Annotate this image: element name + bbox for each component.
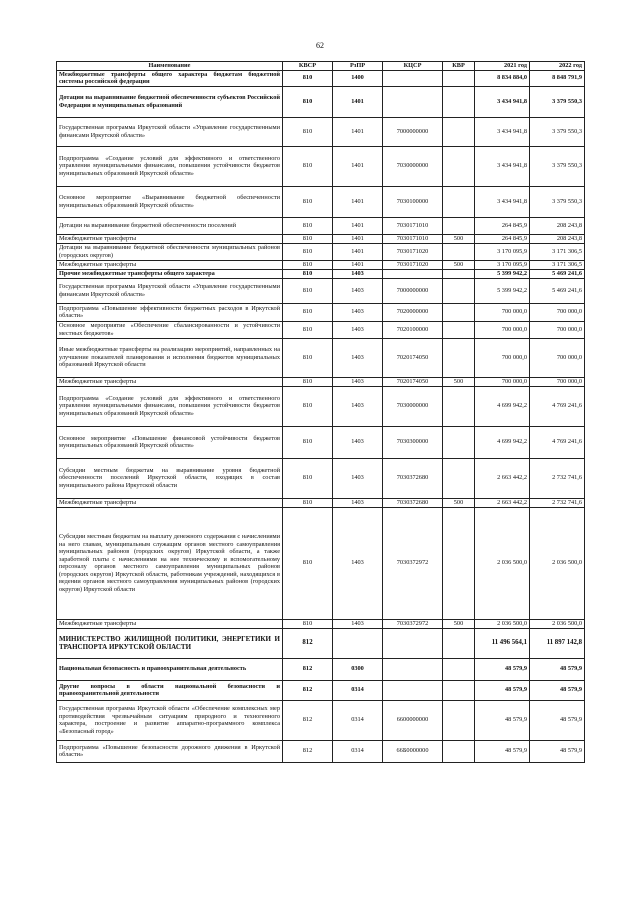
cell-2021: 3 434 941,8: [475, 146, 530, 186]
cell-name: Межбюджетные трансферты: [57, 377, 283, 386]
header-name: Наименование: [57, 62, 283, 71]
table-row: [57, 338, 585, 377]
cell-kvr: [443, 507, 475, 619]
cell-2022: 208 243,8: [530, 234, 585, 243]
cell-kvr: [443, 426, 475, 458]
table-header-row: [57, 62, 585, 71]
cell-2021: 700 000,0: [475, 303, 530, 321]
cell-kvsr: 810: [283, 70, 333, 86]
table-row: [57, 321, 585, 338]
cell-kcsr: 7020174050: [383, 338, 443, 377]
cell-rzpr: 1401: [333, 260, 383, 269]
table-row: [57, 278, 585, 303]
table-row: [57, 628, 585, 658]
cell-kvr: [443, 70, 475, 86]
cell-2022: 2 732 741,6: [530, 458, 585, 498]
cell-name: Подпрограмма «Повышение эффективности бюджетных расходов в Иркутской области»: [57, 303, 283, 321]
cell-kvr: 500: [443, 260, 475, 269]
header-kcsr: КЦСР: [383, 62, 443, 71]
table-row: [57, 658, 585, 680]
cell-kvr: [443, 338, 475, 377]
cell-kvsr: 812: [283, 740, 333, 762]
table-row: [57, 117, 585, 146]
cell-2021: 4 699 942,2: [475, 426, 530, 458]
cell-kcsr: 7030171020: [383, 243, 443, 260]
cell-kvsr: 810: [283, 619, 333, 628]
cell-2021: 2 663 442,2: [475, 498, 530, 507]
cell-kvsr: 810: [283, 426, 333, 458]
cell-kcsr: 7030171010: [383, 217, 443, 234]
cell-2022: 3 379 550,3: [530, 186, 585, 217]
cell-2022: 3 379 550,3: [530, 146, 585, 186]
page-number: 62: [316, 41, 324, 50]
cell-kcsr: 7030171020: [383, 260, 443, 269]
cell-kvsr: 810: [283, 260, 333, 269]
table-row: [57, 386, 585, 426]
header-kvr: КВР: [443, 62, 475, 71]
table-row: [57, 377, 585, 386]
cell-2022: 700 000,0: [530, 303, 585, 321]
cell-kvr: 500: [443, 498, 475, 507]
table-row: [57, 146, 585, 186]
cell-kvsr: 810: [283, 507, 333, 619]
table-row: [57, 186, 585, 217]
table-row: [57, 740, 585, 762]
cell-2021: 4 699 942,2: [475, 386, 530, 426]
cell-kvsr: 810: [283, 321, 333, 338]
cell-name: Национальная безопасность и правоохранительная деятельность: [57, 658, 283, 680]
cell-rzpr: 1401: [333, 234, 383, 243]
cell-kvr: [443, 458, 475, 498]
cell-kvsr: 812: [283, 628, 333, 658]
cell-kcsr: [383, 86, 443, 117]
cell-2021: 3 170 095,9: [475, 260, 530, 269]
cell-kvr: [443, 269, 475, 278]
cell-2021: 3 434 941,8: [475, 186, 530, 217]
cell-kcsr: 7030000000: [383, 386, 443, 426]
cell-kcsr: 7020000000: [383, 303, 443, 321]
cell-rzpr: 0314: [333, 740, 383, 762]
cell-name: Прочие межбюджетные трансферты общего характера: [57, 269, 283, 278]
cell-2021: 2 036 500,0: [475, 507, 530, 619]
cell-rzpr: 1401: [333, 217, 383, 234]
cell-rzpr: 0300: [333, 658, 383, 680]
cell-kcsr: 7030372972: [383, 507, 443, 619]
cell-2021: 48 579,9: [475, 680, 530, 700]
cell-rzpr: [333, 628, 383, 658]
table-row: [57, 507, 585, 619]
cell-kcsr: [383, 628, 443, 658]
table-row: [57, 260, 585, 269]
cell-name: Межбюджетные трансферты: [57, 260, 283, 269]
cell-kvsr: 810: [283, 303, 333, 321]
cell-kcsr: [383, 269, 443, 278]
cell-kvsr: 810: [283, 377, 333, 386]
cell-kvsr: 810: [283, 117, 333, 146]
cell-kvr: [443, 117, 475, 146]
cell-2022: 3 379 550,3: [530, 117, 585, 146]
cell-name: Дотации на выравнивание бюджетной обеспеченности поселений: [57, 217, 283, 234]
cell-kcsr: 7030372680: [383, 458, 443, 498]
cell-kcsr: 7000000000: [383, 117, 443, 146]
cell-2021: 2 036 500,0: [475, 619, 530, 628]
cell-name: Основное мероприятие «Повышение финансовой устойчивости бюджетов муниципальных образований Иркутской области»: [57, 426, 283, 458]
cell-2022: 8 848 791,9: [530, 70, 585, 86]
cell-2022: 2 036 500,0: [530, 619, 585, 628]
cell-kvr: [443, 86, 475, 117]
cell-name: Межбюджетные трансферты общего характера бюджетам бюджетной системы российской федерации: [57, 70, 283, 86]
cell-kcsr: 7030100000: [383, 186, 443, 217]
cell-2022: 48 579,9: [530, 740, 585, 762]
cell-name: Подпрограмма «Повышение безопасности дорожного движения в Иркутской области»: [57, 740, 283, 762]
cell-kvr: 500: [443, 377, 475, 386]
cell-2022: 208 243,8: [530, 217, 585, 234]
cell-kvsr: 810: [283, 217, 333, 234]
cell-kvr: [443, 628, 475, 658]
cell-2021: 3 434 941,8: [475, 86, 530, 117]
cell-kvsr: 810: [283, 243, 333, 260]
cell-kvr: [443, 700, 475, 740]
cell-kvsr: 810: [283, 234, 333, 243]
cell-kvr: [443, 321, 475, 338]
cell-rzpr: 1401: [333, 186, 383, 217]
cell-rzpr: 1403: [333, 507, 383, 619]
cell-name: МИНИСТЕРСТВО ЖИЛИЩНОЙ ПОЛИТИКИ, ЭНЕРГЕТИКИ И ТРАНСПОРТА ИРКУТСКОЙ ОБЛАСТИ: [57, 628, 283, 658]
cell-2021: 48 579,9: [475, 700, 530, 740]
cell-kcsr: [383, 658, 443, 680]
cell-kvsr: 812: [283, 700, 333, 740]
cell-2022: 3 171 306,5: [530, 243, 585, 260]
cell-kcsr: 7000000000: [383, 278, 443, 303]
table-row: [57, 619, 585, 628]
cell-kcsr: 6600000000: [383, 700, 443, 740]
cell-kvr: [443, 186, 475, 217]
cell-name: Субсидии местным бюджетам на выплату денежного содержания с начислениями на него главам, муниципальным служащим органов местного самоуправления муниципальных районов (городских округов) Иркутской области, а также заработной платы с начислениями на нее техническому и вспомогательному персоналу органов местного самоуправления муниципальных районов (городских округов) Иркутской области, работникам учреждений, находящихся в ведении органов местного самоуправления муниципальных районов (городских округов) Иркутской области: [57, 507, 283, 619]
cell-2022: 700 000,0: [530, 377, 585, 386]
cell-2022: 48 579,9: [530, 680, 585, 700]
cell-kcsr: 7020174050: [383, 377, 443, 386]
cell-kvr: [443, 386, 475, 426]
cell-2021: 8 834 884,0: [475, 70, 530, 86]
cell-rzpr: 1403: [333, 338, 383, 377]
cell-2022: 3 379 550,3: [530, 86, 585, 117]
cell-kcsr: [383, 70, 443, 86]
cell-rzpr: 1403: [333, 498, 383, 507]
cell-kvsr: 810: [283, 278, 333, 303]
table-row: [57, 680, 585, 700]
cell-rzpr: 1403: [333, 269, 383, 278]
cell-kcsr: [383, 680, 443, 700]
cell-2022: 5 469 241,6: [530, 278, 585, 303]
header-kvsr: КВСР: [283, 62, 333, 71]
cell-kcsr: 7030171010: [383, 234, 443, 243]
header-2022: 2022 год: [530, 62, 585, 71]
cell-name: Основное мероприятие «Обеспечение сбалансированности и устойчивости местных бюджетов»: [57, 321, 283, 338]
cell-rzpr: 1400: [333, 70, 383, 86]
cell-kvr: 500: [443, 619, 475, 628]
cell-2021: 48 579,9: [475, 658, 530, 680]
cell-2021: 700 000,0: [475, 338, 530, 377]
cell-2022: 11 897 142,8: [530, 628, 585, 658]
cell-rzpr: 1403: [333, 377, 383, 386]
cell-2022: 4 769 241,6: [530, 386, 585, 426]
cell-name: Субсидии местным бюджетам на выравнивание уровня бюджетной обеспеченности поселений Иркутской области, входящих в состав муниципального района Иркутской области: [57, 458, 283, 498]
cell-name: Межбюджетные трансферты: [57, 619, 283, 628]
cell-2021: 700 000,0: [475, 321, 530, 338]
cell-kcsr: 7030000000: [383, 146, 443, 186]
cell-kvr: [443, 243, 475, 260]
cell-rzpr: 1401: [333, 146, 383, 186]
cell-2021: 264 845,9: [475, 234, 530, 243]
cell-name: Межбюджетные трансферты: [57, 498, 283, 507]
cell-name: Межбюджетные трансферты: [57, 234, 283, 243]
cell-rzpr: 1401: [333, 86, 383, 117]
cell-2022: 700 000,0: [530, 338, 585, 377]
cell-2022: 2 732 741,6: [530, 498, 585, 507]
cell-kvr: 500: [443, 234, 475, 243]
cell-name: Иные межбюджетные трансферты на реализацию мероприятий, направленных на улучшение показателей планирования и исполнения бюджетов муниципальных образований Иркутской области: [57, 338, 283, 377]
cell-rzpr: 1401: [333, 243, 383, 260]
table-row: [57, 458, 585, 498]
cell-2021: 3 170 095,9: [475, 243, 530, 260]
cell-kvr: [443, 217, 475, 234]
cell-kcsr: 7020100000: [383, 321, 443, 338]
table-row: [57, 700, 585, 740]
cell-name: Дотации на выравнивание бюджетной обеспеченности муниципальных районов (городских округов): [57, 243, 283, 260]
cell-name: Государственная программа Иркутской области «Управление государственными финансами Иркутской области»: [57, 278, 283, 303]
cell-rzpr: 1403: [333, 386, 383, 426]
table-row: [57, 70, 585, 86]
cell-kvsr: 810: [283, 146, 333, 186]
cell-rzpr: 1403: [333, 303, 383, 321]
cell-kvsr: 810: [283, 186, 333, 217]
cell-kvsr: 810: [283, 269, 333, 278]
cell-2022: 48 579,9: [530, 658, 585, 680]
cell-rzpr: 1403: [333, 278, 383, 303]
header-2021: 2021 год: [475, 62, 530, 71]
cell-rzpr: 0314: [333, 680, 383, 700]
cell-kcsr: 7030372680: [383, 498, 443, 507]
table-row: [57, 86, 585, 117]
table-row: [57, 243, 585, 260]
table-row: [57, 426, 585, 458]
cell-2022: 4 769 241,6: [530, 426, 585, 458]
cell-kvr: [443, 680, 475, 700]
table-row: [57, 303, 585, 321]
cell-kcsr: 7030372972: [383, 619, 443, 628]
cell-name: Государственная программа Иркутской области «Управление государственными финансами Иркутской области»: [57, 117, 283, 146]
cell-name: Государственная программа Иркутской области «Обеспечение комплексных мер противодействия чрезвычайным ситуациям природного и техногенного характера, построение и развитие аппаратно-программного комплекса «Безопасный город»: [57, 700, 283, 740]
cell-kvsr: 810: [283, 338, 333, 377]
cell-kvsr: 812: [283, 658, 333, 680]
cell-2021: 264 845,9: [475, 217, 530, 234]
cell-2022: 2 036 500,0: [530, 507, 585, 619]
cell-name: Подпрограмма «Создание условий для эффективного и ответственного управления муниципальными финансами, повышения устойчивости бюджетов муниципальных образований Иркутской области»: [57, 386, 283, 426]
cell-kvr: [443, 658, 475, 680]
cell-2021: 5 399 942,2: [475, 278, 530, 303]
table-row: [57, 498, 585, 507]
cell-2021: 700 000,0: [475, 377, 530, 386]
cell-rzpr: 1403: [333, 426, 383, 458]
table-row: [57, 269, 585, 278]
cell-kvsr: 810: [283, 386, 333, 426]
cell-kvsr: 812: [283, 680, 333, 700]
cell-name: Другие вопросы в области национальной безопасности и правоохранительной деятельности: [57, 680, 283, 700]
cell-kvr: [443, 278, 475, 303]
cell-rzpr: 1403: [333, 321, 383, 338]
cell-kvr: [443, 146, 475, 186]
cell-name: Дотации на выравнивание бюджетной обеспеченности субъектов Российской Федерации и муниципальных образований: [57, 86, 283, 117]
cell-rzpr: 1403: [333, 458, 383, 498]
cell-rzpr: 0314: [333, 700, 383, 740]
cell-kcsr: 7030300000: [383, 426, 443, 458]
cell-2021: 5 399 942,2: [475, 269, 530, 278]
cell-kcsr: 66Б0000000: [383, 740, 443, 762]
header-rzpr: РзПР: [333, 62, 383, 71]
cell-kvr: [443, 740, 475, 762]
cell-2021: 48 579,9: [475, 740, 530, 762]
cell-kvsr: 810: [283, 86, 333, 117]
cell-kvsr: 810: [283, 498, 333, 507]
cell-2022: 48 579,9: [530, 700, 585, 740]
cell-rzpr: 1403: [333, 619, 383, 628]
budget-table: [56, 61, 585, 763]
cell-name: Подпрограмма «Создание условий для эффективного и ответственного управления муниципальными финансами, повышения устойчивости бюджетов муниципальных образований Иркутской области»: [57, 146, 283, 186]
cell-name: Основное мероприятие «Выравнивание бюджетной обеспеченности муниципальных образований Иркутской области»: [57, 186, 283, 217]
cell-rzpr: 1401: [333, 117, 383, 146]
cell-2021: 11 496 564,1: [475, 628, 530, 658]
cell-kvr: [443, 303, 475, 321]
cell-2021: 3 434 941,8: [475, 117, 530, 146]
table-row: [57, 234, 585, 243]
cell-kvsr: 810: [283, 458, 333, 498]
table-row: [57, 217, 585, 234]
cell-2022: 3 171 306,5: [530, 260, 585, 269]
cell-2022: 5 469 241,6: [530, 269, 585, 278]
table-body: [57, 70, 585, 762]
cell-2021: 2 663 442,2: [475, 458, 530, 498]
cell-2022: 700 000,0: [530, 321, 585, 338]
